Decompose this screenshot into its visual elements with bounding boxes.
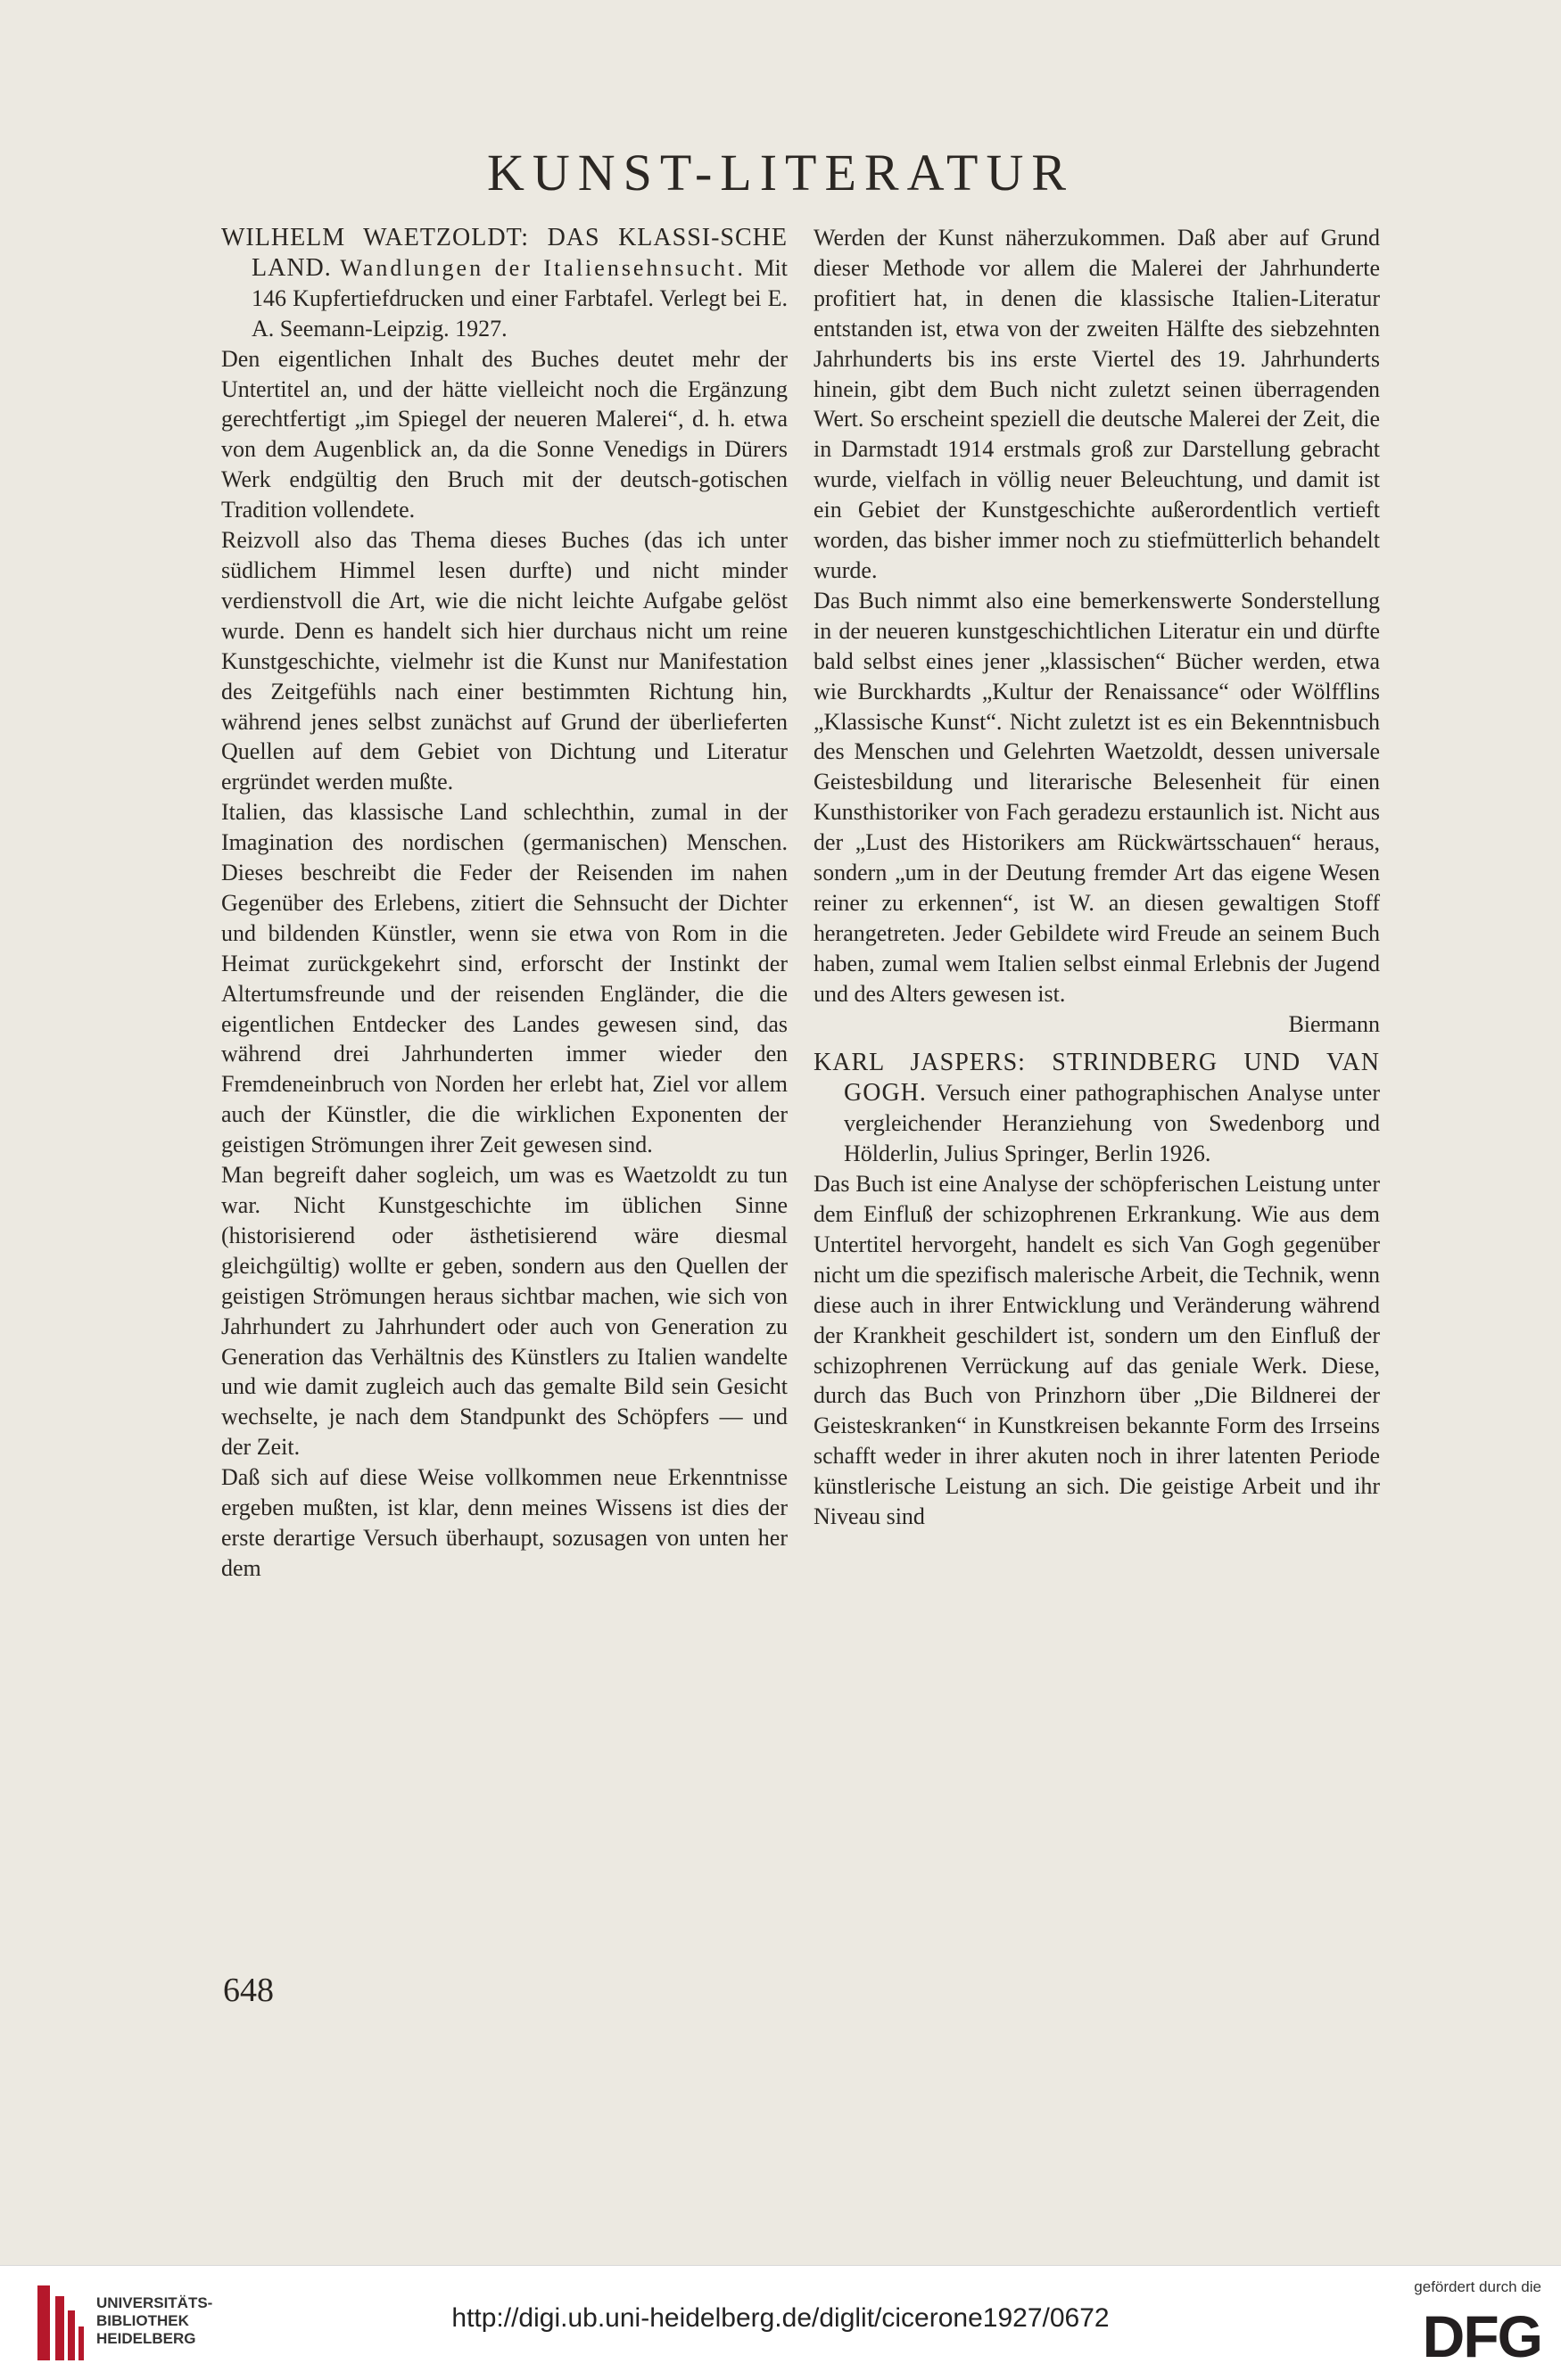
- library-name-line: UNIVERSITÄTS-: [96, 2294, 213, 2311]
- left-column: [221, 223, 788, 1584]
- source-url-link[interactable]: http://digi.ub.uni-heidelberg.de/diglit/cicerone1927/0672: [451, 2303, 1110, 2333]
- review-author-title: WILHELM WAETZOLDT: DAS KLASSI-SCHE LAND.: [221, 224, 788, 282]
- review-publication-details: Mit 146 Kupfertiefdrucken und einer Farbtafel. Verlegt bei E. A. Seemann-Leipzig. 1927.: [252, 254, 788, 342]
- paragraph: Werden der Kunst näherzukommen. Daß aber auf Grund dieser Methode vor allem die Malerei der Jahrhunderte profitiert hat, in denen die klassische Italien-Literatur entstanden ist, etwa von der zweiten Hälfte des siebzehnten Jahrhunderts bis ins erste Viertel des 19. Jahrhunderts hinein, gibt dem Buch nicht zuletzt seinen überragenden Wert. So erscheint speziell die deutsche Malerei der Zeit, die in Darmstadt 1914 erstmals groß zur Darstellung gebracht wurde, vielfach in völlig neuer Beleuchtung, und damit ist ein Gebiet der Kunstgeschichte außerordentlich vertieft worden, das bisher immer noch zu stiefmütterlich behandelt wurde.: [814, 225, 1380, 583]
- reviewer-signature: Biermann: [1288, 1010, 1380, 1037]
- paragraph: Das Buch ist eine Analyse der schöpferischen Leistung unter dem Einfluß der schizophrenen Erkrankung. Wie aus dem Untertitel hervorgeht, handelt es sich Van Gogh gegenüber nicht um die spezifisch malerische Arbeit, die Technik, wenn diese auch in ihrer Entwicklung und Veränderung während der Krankheit geschildert ist, sondern um den Einfluß der schizophrenen Verrückung auf das geniale Werk. Diese, durch das Buch von Prinzhorn über „Die Bildnerei der Geisteskranken“ in Kunstkreisen bekannte Form des Irrseins schafft weder in ihrer akuten noch in ihrer latenten Periode künstlerische Leistung an sich. Die geistige Arbeit und ihr Niveau sind: [814, 1171, 1380, 1530]
- paragraph: Reizvoll also das Thema dieses Buches (das ich unter südlichem Himmel lesen durfte) und nicht minder verdienstvoll die Art, wie die nicht leichte Aufgabe gelöst wurde. Denn es handelt sich hier durchaus nicht um reine Kunstgeschichte, vielmehr ist die Kunst nur Manifestation des Zeitgefühls nach einer bestimmten Richtung hin, während jenes selbst zunächst auf Grund der überlieferten Quellen auf dem Gebiet von Dichtung und Literatur ergründet werden mußte.: [221, 527, 788, 795]
- review-heading-waetzoldt: [221, 223, 788, 344]
- right-column: [814, 223, 1380, 1532]
- paragraph: Man begreift daher sogleich, um was es Waetzoldt zu tun war. Nicht Kunstgeschichte im üblichen Sinne (historisierend oder ästhetisierend wäre diesmal gleichgültig) wollte er geben, sondern aus den Quellen der geistigen Strömungen heraus sichtbar machen, wie sich von Jahrhundert zu Jahrhundert oder auch von Generation zu Generation das Verhältnis des Künstlers zu Italien wandelte und wie damit zugleich auch das gemalte Bild sein Gesicht wechselte, je nach dem Standpunkt des Schöpfers — und der Zeit.: [221, 1162, 788, 1461]
- paragraph: Den eigentlichen Inhalt des Buches deutet mehr der Untertitel an, und der hätte vielleicht noch die Ergänzung gerechtfertigt „im Spiegel der neueren Malerei“, d. h. etwa von dem Augenblick an, da die Sonne Venedigs in Dürers Werk endgültig den Bruch mit der deutsch-gotischen Tradition vollendete.: [221, 345, 788, 523]
- review-author-title: KARL JASPERS: STRINDBERG UND VAN GOGH.: [814, 1049, 1380, 1108]
- running-title: KUNST-LITERATUR: [486, 144, 1075, 202]
- library-name-line: HEIDELBERG: [96, 2330, 196, 2347]
- page-number: 648: [223, 1972, 274, 2009]
- paragraph: Das Buch nimmt also eine bemerkenswerte Sonderstellung in der neueren kunstgeschichtlichen Literatur ein und dürfte bald selbst eines jener „klassischen“ Bücher werden, etwa wie Burckhardts „Kultur der Renaissance“ oder Wölfflins „Klassische Kunst“. Nicht zuletzt ist es ein Bekenntnisbuch des Menschen und Gelehrten Waetzoldt, dessen universale Geistesbildung und literarische Belesenheit für einen Kunsthistoriker von Fach geradezu erstaunlich ist. Nicht aus der „Lust des Historikers am Rückwärtsschauen“ heraus, sondern „um in der Deutung fremder Art das eigene Wesen reiner zu erkennen“, ist W. an diesen gewaltigen Stoff herangetreten. Jeder Gebildete wird Freude an seinem Buch haben, zumal wem Italien selbst einmal Erlebnis der Jugend und des Alters gewesen ist.: [814, 587, 1380, 1007]
- library-name-line: BIBLIOTHEK: [96, 2312, 189, 2329]
- paragraph: Italien, das klassische Land schlechthin, zumal in der Imagination des nordischen (germanischen) Menschen. Dieses beschreibt die Feder der Reisenden im nahen Gegenüber des Erlebens, zitiert die Sehnsucht der Dichter und bildenden Künstler, wenn sie etwa von Rom in die Heimat zurückgekehrt sind, erforscht der Instinkt der Altertumsfreunde und der reisenden Engländer, die die eigentlichen Entdecker des Landes gewesen sind, das während drei Jahrhunderten immer wieder den Fremdeneinbruch von Norden her erlebt hat, Ziel vor allem auch der Künstler, die die wirklichen Exponenten der geistigen Strömungen ihrer Zeit gewesen sind.: [221, 799, 788, 1158]
- dfg-logo: DFG: [1422, 2303, 1541, 2369]
- funding-caption: gefördert durch die: [1414, 2278, 1541, 2295]
- review-heading-jaspers: [814, 1048, 1380, 1169]
- review-subtitle: Wandlungen der Italiensehnsucht.: [340, 254, 746, 281]
- review-publication-details: Versuch einer pathographischen Analyse unter vergleichender Heranziehung von Swedenborg und Hölderlin, Julius Springer, Berlin 1926.: [844, 1080, 1380, 1167]
- paragraph: Daß sich auf diese Weise vollkommen neue Erkenntnisse ergeben mußten, ist klar, denn meines Wissens ist dies der erste derartige Versuch überhaupt, sozusagen von unten her dem: [221, 1464, 788, 1581]
- digitization-footer: [0, 2265, 1561, 2380]
